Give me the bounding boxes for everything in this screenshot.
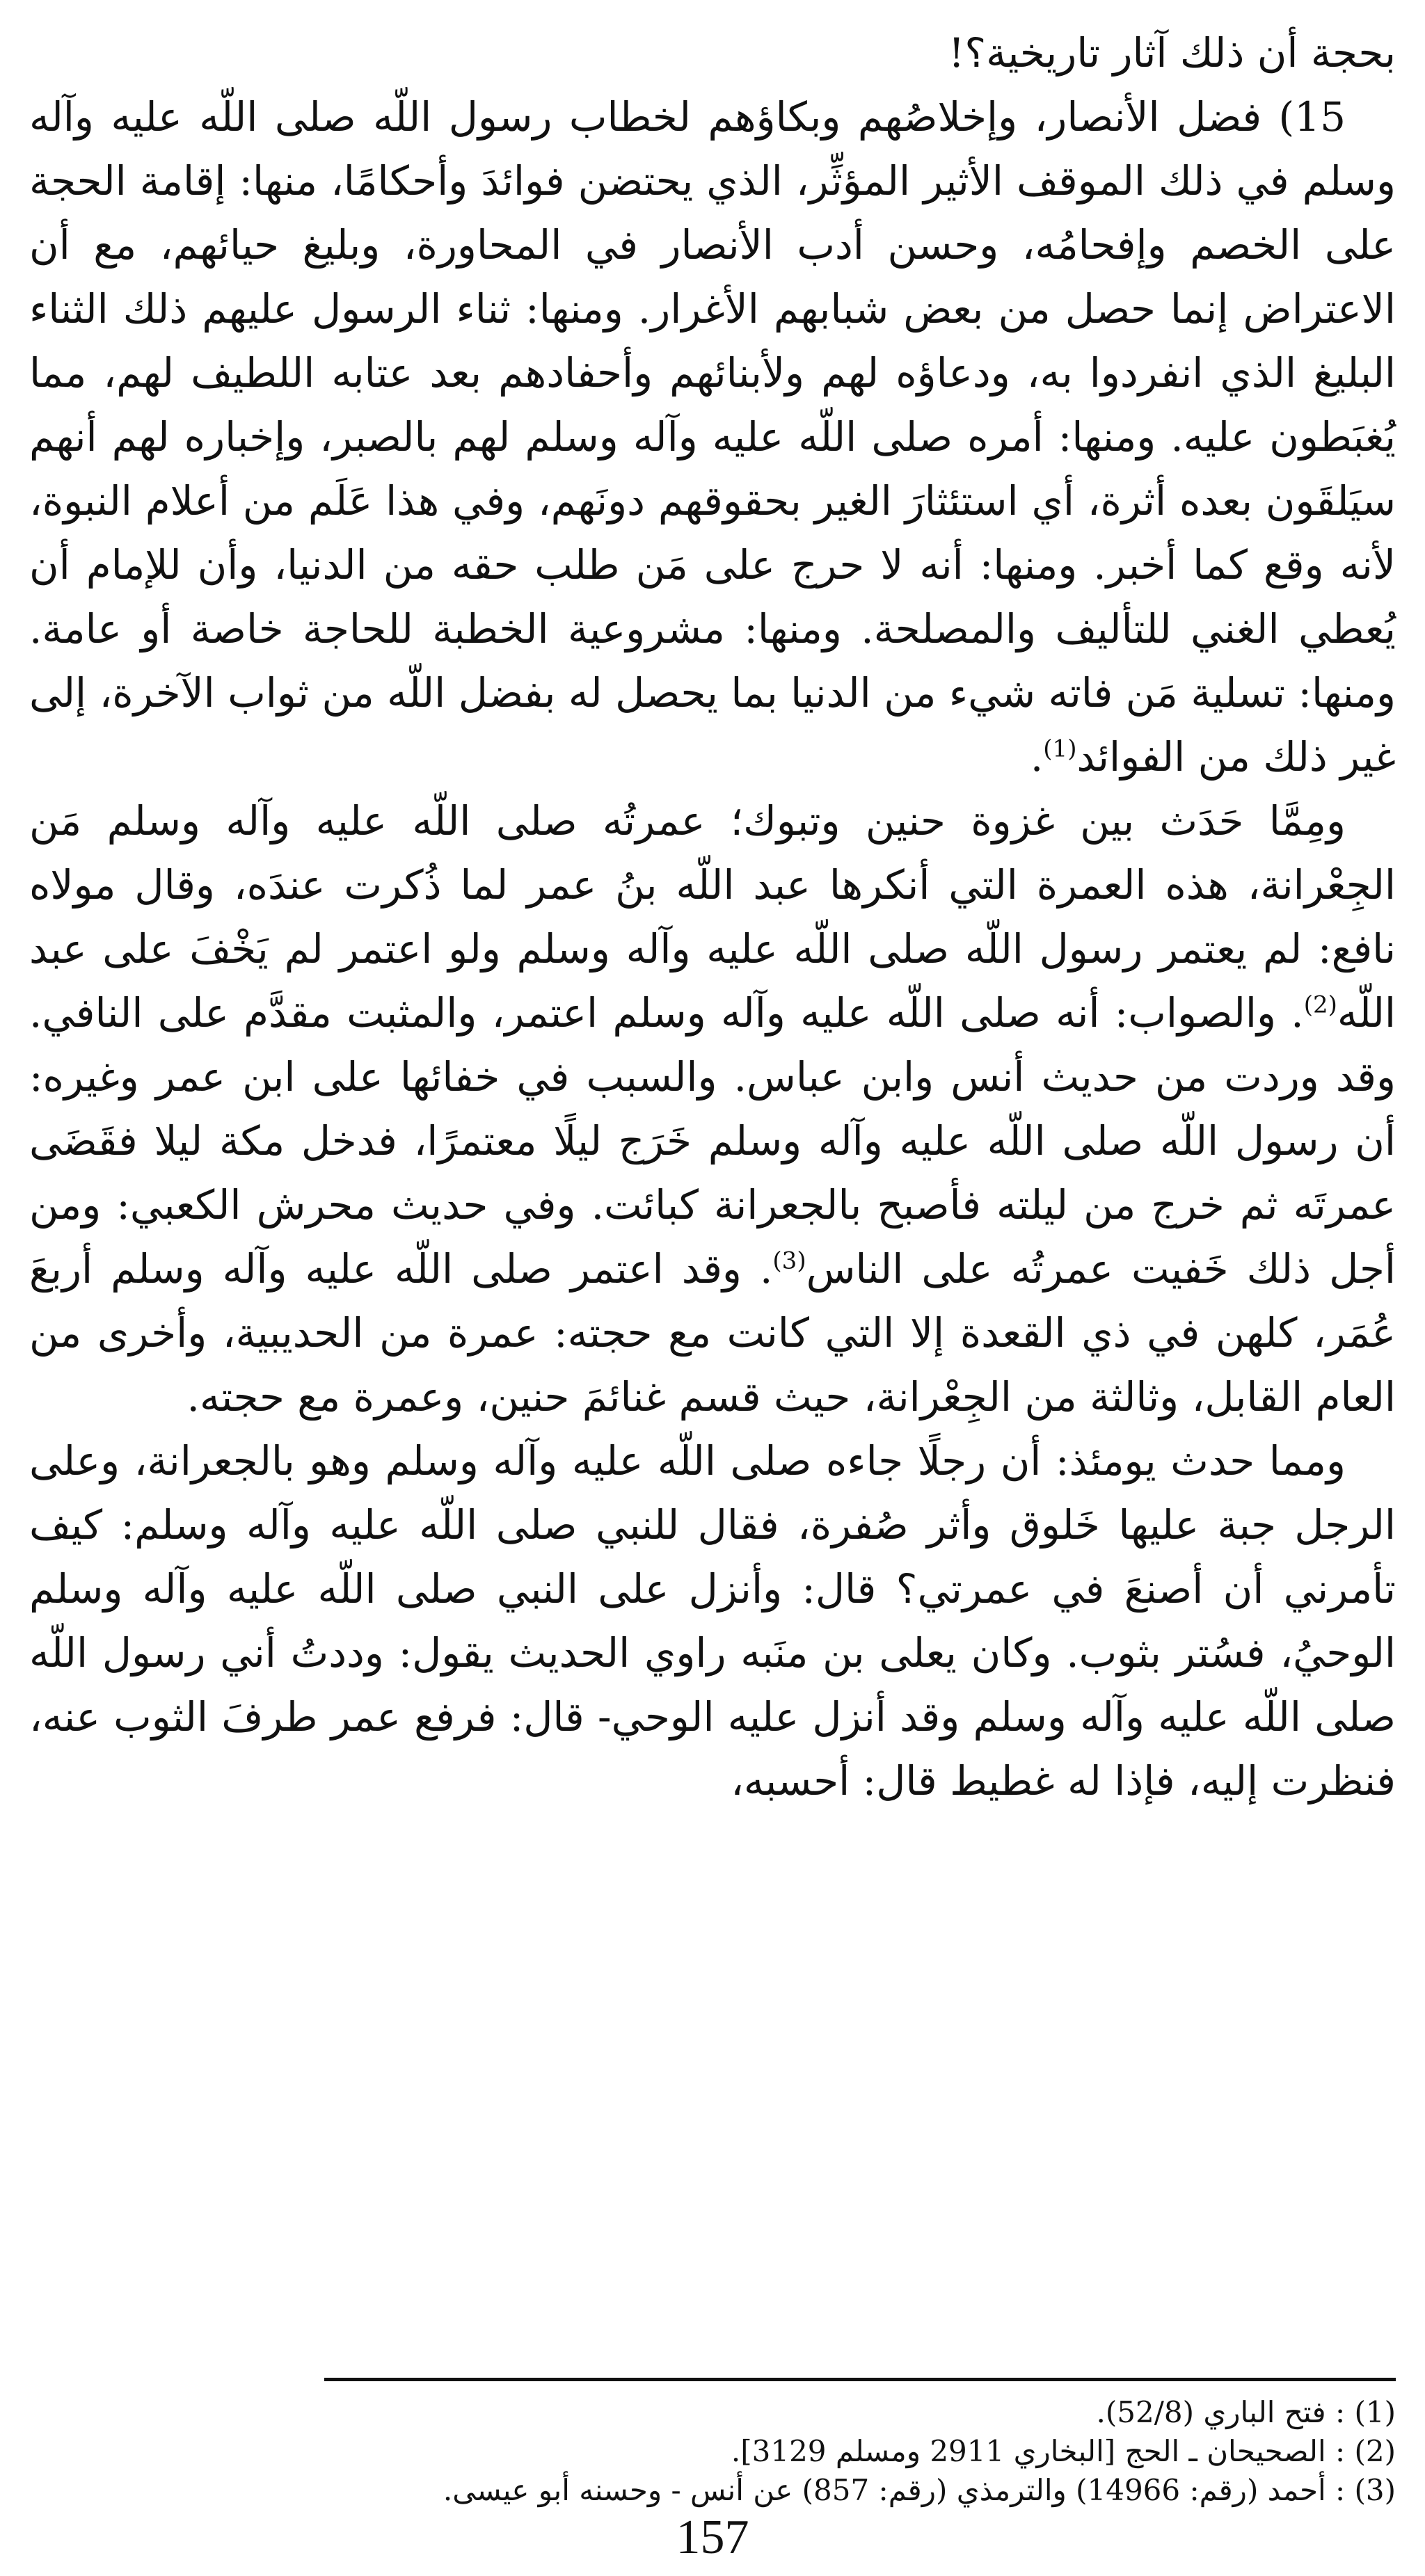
footnote-2: (2) : الصحيحان ـ الحج [البخاري 2911 ومسلم 3129]. [731,2434,1396,2468]
paragraph-jirana-umrah [29,789,1396,1429]
footnote-ref-1: (1) [1043,735,1077,763]
paragraph-yawmaidh: ومما حدث يومئذ: أن رجلًا جاءه صلى اللّه عليه وآله وسلم وهو بالجعرانة، وعلى الرجل جبة عليها خَلوق وأثر صُفرة، فقال للنبي صلى اللّه عليه وآله وسلم: كيف تأمرني أن أصنعَ في عمرتي؟ قال: وأنزل على النبي صلى اللّه عليه وآله وسلم الوحيُ، فسُتر بثوب. وكان يعلى بن منَبه راوي الحديث يقول: وددتُ أني رسول اللّه صلى اللّه عليه وآله وسلم وقد أنزل عليه الوحي- قال: فرفع عمر طرفَ الثوب عنه، فنظرت إليه، فإذا له غطيط قال: أحسبه، [29,1437,1396,1805]
paragraph-text: . وقد اعتمر صلى اللّه عليه وآله وسلم أربعَ عُمَر، كلهن في ذي القعدة إلا التي كانت مع حجته: عمرة من الحديبية، وأخرى من العام القابل، وثالثة من الجِعْرانة، حيث قسم غنائمَ حنين، وعمرة مع حجته. [29,1245,1396,1421]
book-page [29,21,1396,2507]
footnote-3: (3) : أحمد (رقم: 14966) والترمذي (رقم: 857) عن أنس - وحسنه أبو عيسى. [443,2473,1396,2507]
main-text [29,21,1396,1813]
page-number: 157 [676,2511,749,2564]
paragraph-text: ومِمَّا حَدَث بين غزوة حنين وتبوك؛ عمرتُه صلى اللّه عليه وآله وسلم مَن الجِعْرانة، هذه العمرة التي أنكرها عبد اللّه بنُ عمر لما ذُكرت عندَه، وقال مولاه نافع: لم يعتمر رسول اللّه صلى اللّه عليه وآله وسلم ولو اعتمر لم يَخْفَ على عبد اللّه [29,797,1396,1037]
paragraph-continuation: بحجة أن ذلك آثار تاريخية؟! [948,29,1396,77]
paragraph-text: . والصواب: أنه صلى اللّه عليه وآله وسلم اعتمر، والمثبت مقدَّم على النافي. وقد وردت من حديث أنس وابن عباس. والسبب في خفائها على ابن عمر وغيره: أن رسول اللّه صلى اللّه عليه وآله وسلم خَرَج ليلًا معتمرًا، فدخل مكة ليلا فقَضَى عمرتَه ثم خرج من ليلته فأصبح بالجعرانة كبائت. وفي حديث محرش الكعبي: ومن أجل ذلك خَفيت عمرتُه على الناس [29,989,1396,1293]
footnote-separator [324,2378,1396,2381]
footnote-ref-2: (2) [1303,991,1337,1019]
footnotes [29,2393,1396,2510]
paragraph-point-15: 15) فضل الأنصار، وإخلاصُهم وبكاؤهم لخطاب رسول اللّه صلى اللّه عليه وآله وسلم في ذلك الموقف الأثير المؤثِّر، الذي يحتضن فوائدَ وأحكامًا، منها: إقامة الحجة على الخصم وإفحامُه، وحسن أدب الأنصار في المحاورة، وبليغ حيائهم، مع أن الاعتراض إنما حصل من بعض شبابهم الأغرار. ومنها: ثناء الرسول عليهم ذلك الثناء البليغ الذي انفردوا به، ودعاؤه لهم ولأبنائهم وأحفادهم بعد عتابه اللطيف لهم، مما يُغبَطون عليه. ومنها: أمره صلى اللّه عليه وآله وسلم لهم بالصبر، وإخباره لهم أنهم سيَلقَون بعده أثرة، أي استئثارَ الغير بحقوقهم دونَهم، وفي هذا عَلَم من أعلام النبوة، لأنه وقع كما أخبر. ومنها: أنه لا حرج على مَن طلب حقه من الدنيا، وأن للإمام أن يُعطي الغني للتأليف والمصلحة. ومنها: مشروعية الخطبة للحاجة خاصة أو عامة. ومنها: تسلية مَن فاته شيء من الدنيا بما يحصل له بفضل اللّه من ثواب الآخرة، إلى غير ذلك من الفوائد$^{(1)}$. [29,93,1396,781]
footnote-1: (1) : فتح الباري (52/8). [1096,2395,1396,2429]
footnote-ref-3: (3) [772,1247,806,1275]
paragraph-text: 15) فضل الأنصار، وإخلاصُهم وبكاؤهم لخطاب رسول اللّه صلى اللّه عليه وآله وسلم في ذلك الموقف الأثير المؤثِّر، الذي يحتضن فوائدَ وأحكامًا، منها: إقامة الحجة على الخصم وإفحامُه، وحسن أدب الأنصار في المحاورة، وبليغ حيائهم، مع أن الاعتراض إنما حصل من بعض شبابهم الأغرار. ومنها: ثناء الرسول عليهم ذلك الثناء البليغ الذي انفردوا به، ودعاؤه لهم ولأبنائهم وأحفادهم بعد عتابه اللطيف لهم، مما يُغبَطون عليه. ومنها: أمره صلى اللّه عليه وآله وسلم لهم بالصبر، وإخباره لهم أنهم سيَلقَون بعده أثرة، أي استئثارَ الغير بحقوقهم دونَهم، وفي هذا عَلَم من أعلام النبوة، لأنه وقع كما أخبر. ومنها: أنه لا حرج على مَن طلب حقه من الدنيا، وأن للإمام أن يُعطي الغني للتأليف والمصلحة. ومنها: مشروعية الخطبة للحاجة خاصة أو عامة. ومنها: تسلية مَن فاته شيء من الدنيا بما يحصل له بفضل اللّه من ثواب الآخرة، إلى غير ذلك من الفوائد [29,93,1396,781]
